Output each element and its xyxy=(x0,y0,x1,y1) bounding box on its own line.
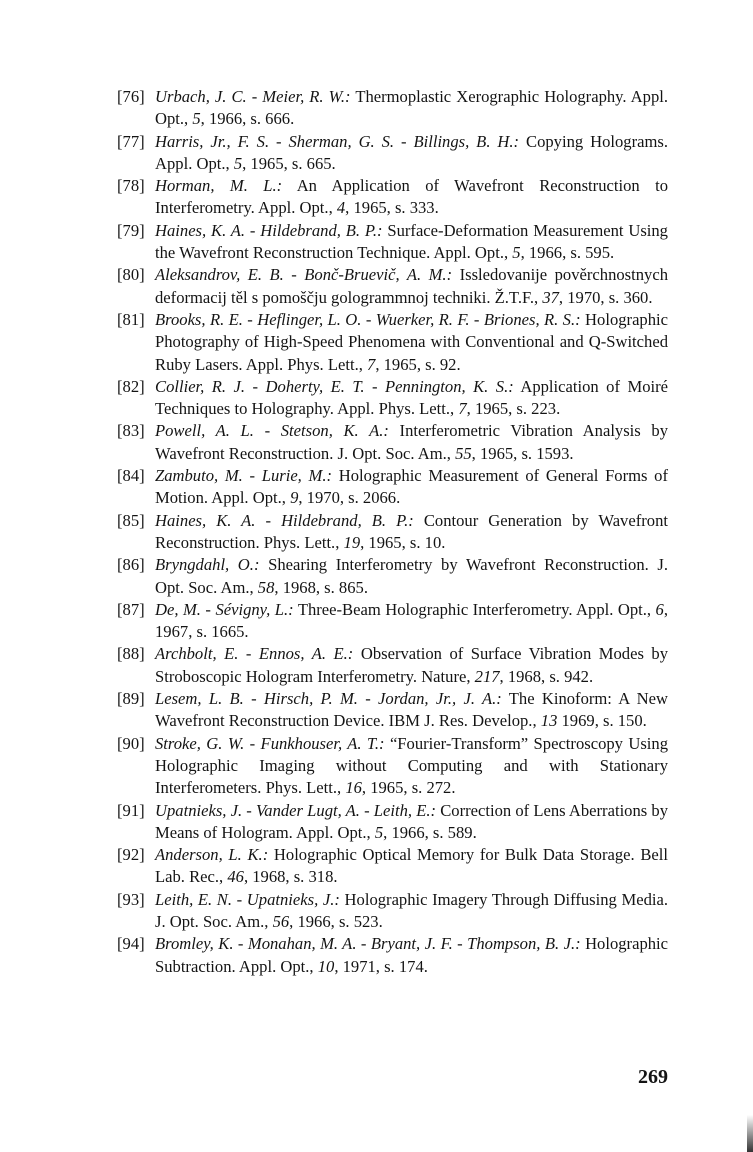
reference-number: [82] xyxy=(117,376,145,396)
reference-volume: 4 xyxy=(336,198,346,218)
scan-edge-shadow xyxy=(747,1115,753,1152)
reference-title-source: Issledovanije pověrchnostnych deformacij těl s pomoščju gologrammnoj techniki. Ž.T.F., xyxy=(155,265,668,307)
reference-title-source: Holographic Photography of High-Speed Phenomena with Conventional and Q-Switched Ruby Lasers. Appl. Phys. Lett., xyxy=(155,309,668,374)
reference-year-page: , 1965, s. 223. xyxy=(466,399,561,419)
reference-year-page: 1969, s. 150. xyxy=(557,711,647,731)
reference-authors: Haines, K. A. - Hildebrand, B. P.: xyxy=(155,220,383,240)
reference-year-page: , 1966, s. 666. xyxy=(200,109,295,129)
reference-entry xyxy=(117,465,668,510)
reference-volume: 46 xyxy=(227,867,244,887)
reference-authors: Aleksandrov, E. B. - Bonč-Bruevič, A. M.: xyxy=(155,265,453,285)
reference-entry xyxy=(117,844,668,889)
reference-title-source: Correction of Lens Aberrations by Means of Hologram. Appl. Opt., xyxy=(155,800,668,842)
reference-number: [78] xyxy=(117,176,145,196)
reference-list xyxy=(117,86,668,978)
reference-volume: 56 xyxy=(272,911,290,931)
reference-volume: 5 xyxy=(374,822,384,842)
reference-authors: Harris, Jr., F. S. - Sherman, G. S. - Billings, B. H.: xyxy=(155,131,520,151)
reference-number: [81] xyxy=(117,309,145,329)
reference-entry xyxy=(117,86,668,131)
reference-authors: Powell, A. L. - Stetson, K. A.: xyxy=(155,421,389,441)
reference-volume: 37 xyxy=(542,287,559,307)
reference-year-page: , 1965, s. 272. xyxy=(361,778,456,798)
reference-number: [79] xyxy=(117,220,145,240)
reference-year-page: , 1966, s. 589. xyxy=(383,822,477,842)
reference-volume: 13 xyxy=(540,711,558,731)
reference-volume: 7 xyxy=(458,399,467,419)
reference-title-source: Holographic Optical Memory for Bulk Data Storage. Bell Lab. Rec., xyxy=(155,845,669,887)
reference-volume: 7 xyxy=(367,354,376,374)
reference-entry xyxy=(117,309,668,376)
reference-year-page: , 1967, s. 1665. xyxy=(155,599,668,642)
reference-title-source: Shearing Interferometry by Wavefront Reconstruction. J. Opt. Soc. Am., xyxy=(155,555,669,597)
reference-year-page: , 1965, s. 1593. xyxy=(471,443,574,463)
reference-number: [76] xyxy=(117,87,145,106)
reference-year-page: , 1965, s. 92. xyxy=(375,354,461,374)
reference-entry xyxy=(117,264,668,309)
reference-title-source: Thermoplastic Xerographic Holography. Appl. Opt., xyxy=(155,87,668,129)
reference-year-page: , 1965, s. 665. xyxy=(242,153,336,173)
reference-title-source: “Fourier-Transform” Spectroscopy Using Holographic Imaging without Computing and with Stationary Interferometers. Phys. Lett., xyxy=(155,733,668,798)
reference-year-page: , 1971, s. 174. xyxy=(334,956,428,976)
reference-number: [80] xyxy=(117,265,145,285)
reference-title-source: Holographic Measurement of General Forms of Motion. Appl. Opt., xyxy=(155,466,669,508)
reference-entry xyxy=(117,175,668,220)
reference-entry xyxy=(117,889,668,934)
reference-entry xyxy=(117,800,668,845)
reference-number: [89] xyxy=(117,689,145,709)
reference-title-source: Observation of Surface Vibration Modes by Stroboscopic Hologram Interferometry. Nature, xyxy=(155,644,668,686)
reference-authors: Bromley, K. - Monahan, M. A. - Bryant, J. F. - Thompson, B. J.: xyxy=(155,934,581,954)
reference-number: [93] xyxy=(117,889,145,909)
reference-year-page: , 1970, s. 360. xyxy=(558,287,653,307)
reference-volume: 55 xyxy=(455,443,472,463)
reference-entry xyxy=(117,131,668,176)
reference-entry xyxy=(117,554,668,599)
reference-year-page: , 1965, s. 333. xyxy=(345,198,439,218)
reference-year-page: , 1965, s. 10. xyxy=(360,532,446,552)
page-number: 269 xyxy=(638,1066,668,1088)
reference-entry xyxy=(117,599,668,644)
reference-authors: Brooks, R. E. - Heflinger, L. O. - Wuerker, R. F. - Briones, R. S.: xyxy=(155,309,581,329)
reference-number: [86] xyxy=(117,555,145,575)
reference-entry xyxy=(117,933,668,978)
reference-number: [94] xyxy=(117,934,145,954)
reference-title-source: Holographic Imagery Through Diffusing Media. J. Opt. Soc. Am., xyxy=(155,889,668,931)
reference-volume: 19 xyxy=(343,532,361,552)
reference-year-page: , 1968, s. 318. xyxy=(243,867,338,887)
reference-authors: Haines, K. A. - Hildebrand, B. P.: xyxy=(155,510,414,530)
reference-volume: 5 xyxy=(233,153,243,173)
reference-authors: De, M. - Sévigny, L.: xyxy=(155,599,294,619)
reference-title-source: Application of Moiré Techniques to Holography. Appl. Phys. Lett., xyxy=(155,376,668,419)
reference-volume: 9 xyxy=(290,488,299,508)
reference-number: [85] xyxy=(117,510,145,530)
reference-title-source: Copying Holograms. Appl. Opt., xyxy=(155,131,669,173)
reference-title-source: The Kinoform: A New Wavefront Reconstruction Device. IBM J. Res. Develop., xyxy=(155,689,668,731)
reference-entry xyxy=(117,733,668,800)
reference-year-page: , 1966, s. 523. xyxy=(289,911,383,931)
reference-number: [83] xyxy=(117,421,145,441)
reference-year-page: , 1966, s. 595. xyxy=(520,243,615,263)
reference-volume: 6 xyxy=(655,599,664,619)
reference-volume: 10 xyxy=(317,956,335,976)
reference-authors: Lesem, L. B. - Hirsch, P. M. - Jordan, Jr., J. A.: xyxy=(155,689,502,709)
reference-entry xyxy=(117,220,668,265)
reference-year-page: , 1968, s. 865. xyxy=(274,577,368,597)
reference-authors: Anderson, L. K.: xyxy=(155,845,269,865)
reference-entry xyxy=(117,376,668,421)
reference-number: [90] xyxy=(117,733,145,753)
reference-authors: Archbolt, E. - Ennos, A. E.: xyxy=(155,644,354,664)
reference-number: [84] xyxy=(117,466,145,486)
reference-authors: Stroke, G. W. - Funkhouser, A. T.: xyxy=(155,733,385,753)
reference-title-source: Three-Beam Holographic Interferometry. Appl. Opt., xyxy=(293,599,656,619)
reference-number: [77] xyxy=(117,131,145,151)
reference-entry xyxy=(117,420,668,465)
reference-title-source: Surface-Deformation Measurement Using the Wavefront Reconstruction Technique. Appl. Opt., xyxy=(155,220,668,263)
reference-year-page: , 1968, s. 942. xyxy=(499,666,594,686)
reference-number: [87] xyxy=(117,599,145,619)
reference-year-page: , 1970, s. 2066. xyxy=(298,488,401,508)
reference-volume: 217 xyxy=(474,666,500,686)
reference-entry xyxy=(117,510,668,555)
reference-volume: 5 xyxy=(192,109,201,129)
reference-authors: Urbach, J. C. - Meier, R. W.: xyxy=(155,87,351,106)
reference-entry xyxy=(117,688,668,733)
reference-authors: Bryngdahl, O.: xyxy=(155,555,260,575)
reference-authors: Zambuto, M. - Lurie, M.: xyxy=(155,466,333,486)
reference-title-source: Interferometric Vibration Analysis by Wavefront Reconstruction. J. Opt. Soc. Am., xyxy=(155,421,668,463)
reference-volume: 5 xyxy=(512,243,521,263)
reference-authors: Leith, E. N. - Upatnieks, J.: xyxy=(155,889,340,909)
reference-number: [91] xyxy=(117,800,145,820)
reference-authors: Horman, M. L.: xyxy=(155,176,283,196)
reference-volume: 16 xyxy=(345,778,362,798)
reference-authors: Collier, R. J. - Doherty, E. T. - Pennington, K. S.: xyxy=(155,376,514,396)
reference-entry xyxy=(117,643,668,688)
reference-title-source: Holographic Subtraction. Appl. Opt., xyxy=(155,934,669,976)
reference-title-source: An Application of Wavefront Reconstruction to Interferometry. Appl. Opt., xyxy=(155,176,668,218)
reference-number: [92] xyxy=(117,845,145,865)
reference-title-source: Contour Generation by Wavefront Reconstruction. Phys. Lett., xyxy=(155,510,668,552)
reference-authors: Upatnieks, J. - Vander Lugt, A. - Leith, E.: xyxy=(155,800,437,820)
reference-number: [88] xyxy=(117,644,145,664)
reference-volume: 58 xyxy=(257,577,275,597)
